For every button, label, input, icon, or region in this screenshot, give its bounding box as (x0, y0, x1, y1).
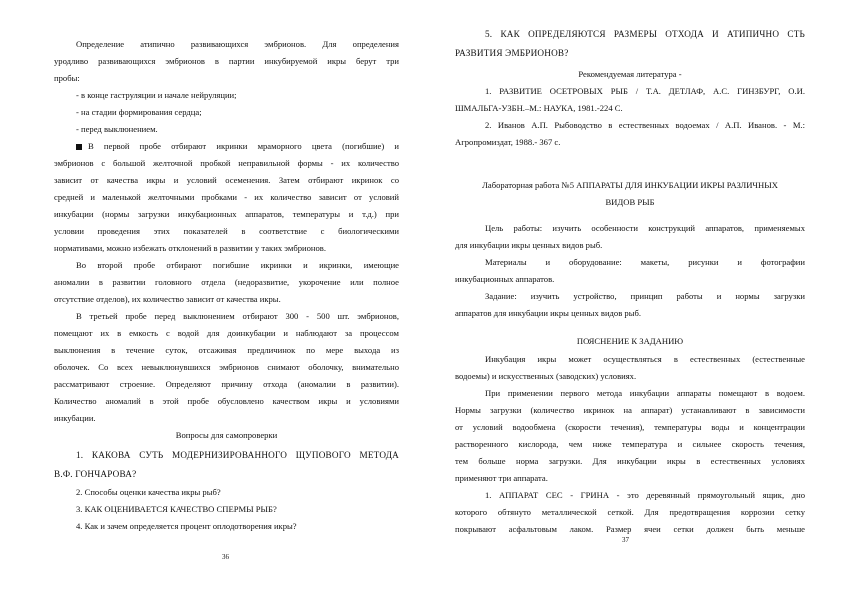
paragraph-line: для инкубации икры ценных видов рыб. (455, 240, 603, 250)
paragraph-line: В третьей пробе перед выклюнением отбирают 300 - 500 шт. эмбрионов, (76, 311, 399, 321)
paragraph-line: эмбрионов с большой желточной пробкой неправильной формы - их количество (54, 158, 399, 168)
section-heading: Рекомендуемая литература - (578, 69, 682, 79)
paragraph-line: средней и маленькой желточными пробками - их количество зависит от условий (54, 192, 399, 202)
question-item: 1. КАКОВА СУТЬ МОДЕРНИЗИРОВАННОГО ЩУПОВОГО МЕТОДА (76, 450, 399, 460)
paragraph-line: покрывают асфальтовым лаком. Размер ячеи сетки должен быть меньше (455, 524, 805, 534)
page-number: 36 (222, 553, 229, 561)
paragraph-line: от условий водообмена (скорости течения), температуры воды и концентрации (455, 422, 805, 432)
paragraph-line: Материалы и оборудование: макеты, рисунки и фотографии (485, 257, 805, 267)
page-number: 37 (622, 536, 629, 544)
reference-item: 2. Иванов А.П. Рыбоводство в естественных водоемах / А.П. Иванов. - М.: (485, 120, 805, 130)
paragraph-line: Цель работы: изучить особенности конструкций аппаратов, применяемых (485, 223, 805, 233)
question-item: В.Ф. ГОНЧАРОВА? (54, 469, 137, 479)
paragraph-line: применяют три аппарата. (455, 473, 548, 483)
paragraph-line: нормативами, можно избежать отклонений в развитии у таких эмбрионов. (54, 243, 326, 253)
paragraph-line: Во второй пробе отбирают погибшие икринки и икринки, имеющие (76, 260, 399, 270)
list-item: - перед выклюнением. (76, 124, 158, 134)
paragraph-line: При применении первого метода инкубации аппараты помещают в водоем. (485, 388, 805, 398)
question-item: 5. КАК ОПРЕДЕЛЯЮТСЯ РАЗМЕРЫ ОТХОДА И АТИПИЧНО СТЬ (485, 29, 805, 39)
paragraph-line: уродливо развивающихся эмбрионов в партии инкубируемой икры берут три (54, 56, 399, 66)
list-item: - на стадии формирования сердца; (76, 107, 202, 117)
question-item: 3. КАК ОЦЕНИВАЕТСЯ КАЧЕСТВО СПЕРМЫ РЫБ? (76, 504, 277, 514)
lab-title: ВИДОВ РЫБ (605, 197, 655, 207)
lab-title: Лабораторная работа №5 АППАРАТЫ ДЛЯ ИНКУБАЦИИ ИКРЫ РАЗЛИЧНЫХ (482, 180, 778, 190)
paragraph-line: Определение атипично развивающихся эмбрионов. Для определения (76, 39, 399, 49)
paragraph-line: 1. АППАРАТ СЕС - ГРИНА - это деревянный прямоугольный ящик, дно (485, 490, 805, 500)
paragraph-line: Задание: изучить устройство, принцип работы и нормы загрузки (485, 291, 805, 301)
question-item: 4. Как и зачем определяется процент оплодотворения икры? (76, 521, 297, 531)
paragraph-line: выклюнения в течение суток, отсаживая предличинок по мере выхода из (54, 345, 399, 355)
paragraph-line: инкубации (нормы загрузки инкубационных аппаратов, температуры и т.д.) при (54, 209, 399, 219)
question-item: 2. Способы оценки качества икры рыб? (76, 487, 221, 497)
paragraph-line: В первой пробе отбирают икринки мраморного цвета (погибшие) и (88, 141, 399, 151)
paragraph-line: рассматривают строение. Определяют причину отхода (аномалии в развитии). (54, 379, 399, 389)
square-bullet-icon (76, 144, 82, 150)
reference-item: 1. РАЗВИТИЕ ОСЕТРОВЫХ РЫБ / Т.А. ДЕТЛАФ, А.С. ГИНЗБУРГ, О.И. (485, 86, 805, 96)
paragraph-line: аппаратов для инкубации икры ценных видов рыб. (455, 308, 642, 318)
paragraph-line: Нормы загрузки (количество икринок на аппарат) устанавливают в зависимости (455, 405, 805, 415)
paragraph-line: помещают их в емкость с водой для доинкубации и наблюдают за процессом (54, 328, 399, 338)
question-item: РАЗВИТИЯ ЭМБРИОНОВ? (455, 48, 569, 58)
paragraph-line: тем больше норма загрузки. Для инкубации икры в естественных условиях (455, 456, 805, 466)
reference-item: Агропромиздат, 1988.- 367 с. (455, 137, 561, 147)
paragraph-line: Количество аномалий в этой пробе обусловлено качеством икры и условиями (54, 396, 399, 406)
section-heading: Вопросы для самопроверки (175, 430, 278, 440)
paragraph-line: Инкубация икры может осуществляться в естественных (естественные (485, 354, 805, 364)
paragraph-line: инкубации. (54, 413, 96, 423)
section-heading: ПОЯСНЕНИЕ К ЗАДАНИЮ (576, 336, 684, 346)
paragraph-line: пробы: (54, 73, 80, 83)
paragraph-line: инкубационных аппаратов. (455, 274, 555, 284)
paragraph-line: водоемы) и искусственных (заводских) условиях. (455, 371, 637, 381)
paragraph-line: условии проведения этих показателей в соответствие с биологическими (54, 226, 399, 236)
paragraph-line: растворенного кислорода, чем ниже температура и сильнее скорость течения, (455, 439, 805, 449)
reference-item: ШМАЛЬГА-УЗБН.–М.: НАУКА, 1981.-224 С. (455, 103, 623, 113)
list-item: - в конце гаструляции и начале нейруляции; (76, 90, 237, 100)
paragraph-line: оболочек. Со всех невыклюнувшихся эмбрионов снимают оболочку, внимательно (54, 362, 399, 372)
paragraph-line: зависит от качества икры и условий осеменения. Затем отбирают икринок со (54, 175, 399, 185)
paragraph-line: аномалии в развитии головного отдела (недоразвитие, укорочение или полное (54, 277, 399, 287)
paragraph-line: отсутствие отделов), их количество зависит от качества икры. (54, 294, 281, 304)
bullet-paragraph-line (54, 141, 399, 152)
paragraph-line: которого обтянуто металлической сеткой. Для предотвращения коррозии сетку (455, 507, 805, 517)
